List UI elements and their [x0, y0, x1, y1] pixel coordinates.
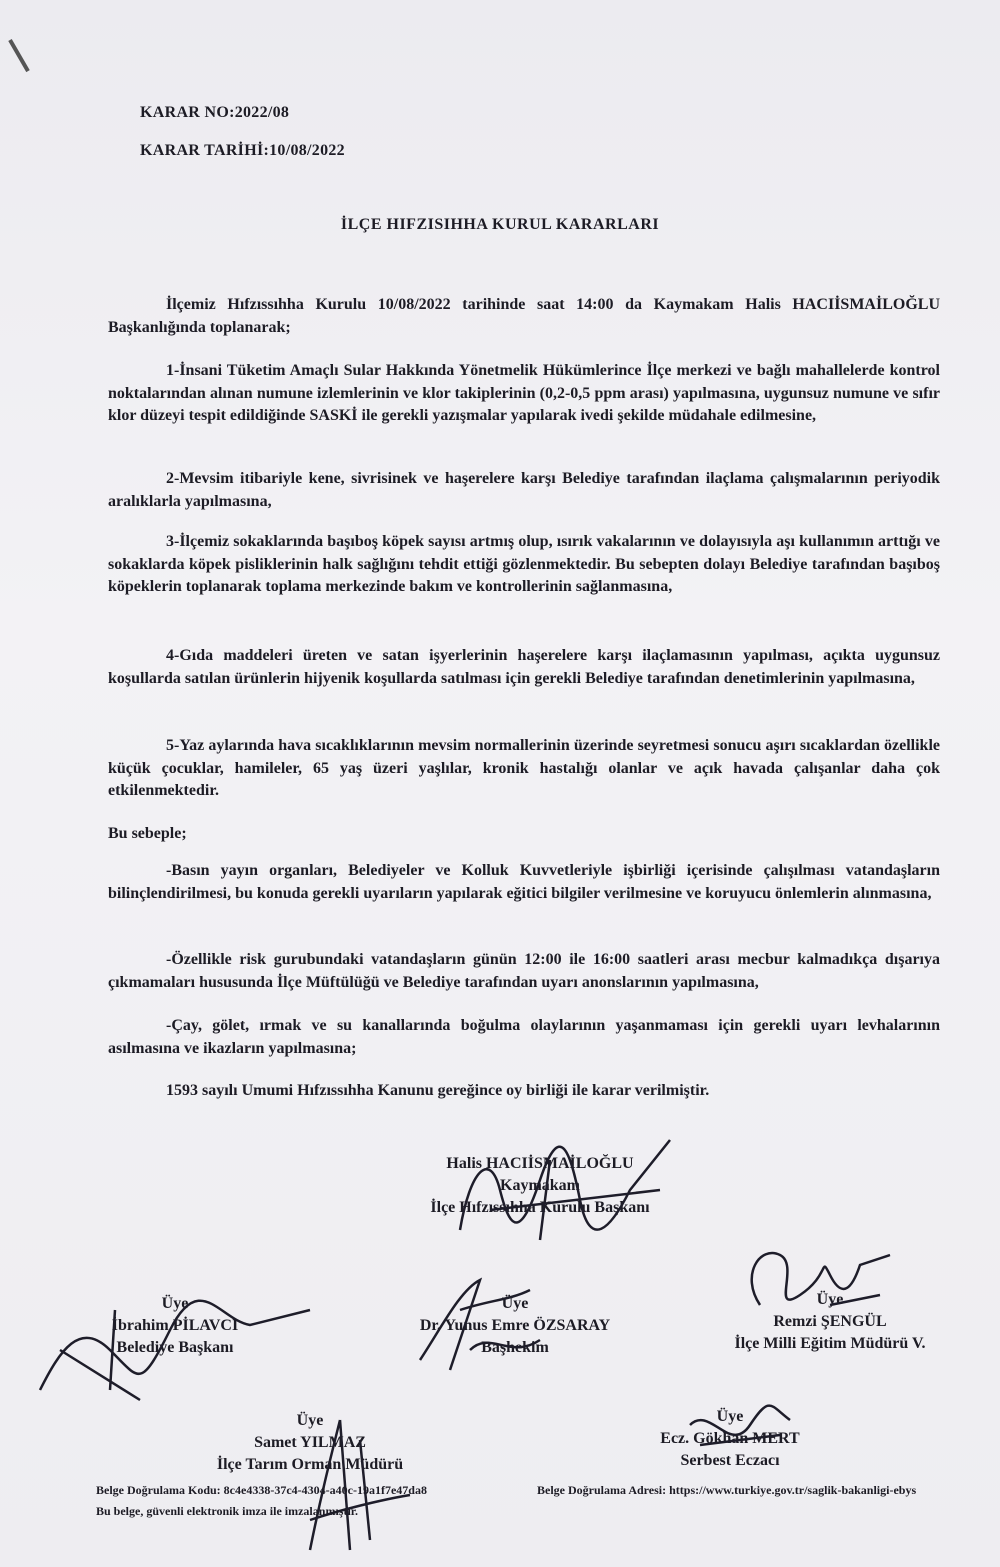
measure-3: -Çay, gölet, ırmak ve su kanallarında boğulma olaylarının yaşanmaması için gerekli uyarı levhalarının asılmasına ve ikazların yapılmasına;: [108, 1017, 940, 1057]
decision-item-2: 2-Mevsim itibariyle kene, sivrisinek ve haşerelere karşı Belediye tarafından ilaçlama çalışmalarının periyodik aralıklarla yapılmasına,: [108, 470, 940, 510]
bu-sebeple-label: Bu sebeple;: [108, 825, 187, 842]
member3-role: Üye: [816, 1291, 844, 1308]
measure-1: -Basın yayın organları, Belediyeler ve Kolluk Kuvvetleriyle işbirliği içerisinde çalışılması vatandaşların bilinçlendirilmesi, bu konuda gerekli uyarıların yapılarak eğitici bilgiler verilmesine ve koruyucu önlemlerin alınmasına,: [108, 862, 940, 902]
intro-paragraph: İlçemiz Hıfzıssıhha Kurulu 10/08/2022 tarihinde saat 14:00 da Kaymakam Halis HACIİSMAİLOĞLU Başkanlığında toplanarak;: [108, 296, 940, 336]
member5-title: Serbest Eczacı: [680, 1452, 780, 1469]
member1-signature-block: [60, 1293, 290, 1359]
pen-mark: [8, 39, 29, 72]
decision-date: KARAR TARİHİ:10/08/2022: [140, 142, 345, 159]
decision-item-5: 5-Yaz aylarında hava sıcaklıklarının mevsim normallerinin üzerinde seyretmesi sonucu aşırı sıcaklardan özellikle küçük çocuklar, hamileler, 65 yaş üzeri yaşlılar, kronik hastalığı olanlar ve açık havada çalışanlar daha çok etkilenmektedir.: [108, 737, 940, 799]
member4-signature-block: [195, 1410, 425, 1476]
decision-item-1: 1-İnsani Tüketim Amaçlı Sular Hakkında Yönetmelik Hükümlerince İlçe merkezi ve bağlı mahallelerde kontrol noktalarından alınan numune izlemlerinin ve klor takiplerinin (0,2-0,5 ppm arası) yapılmasına, uygunsuz numune ve sıfır klor düzeyi tespit edildiğinde SASKİ ile gerekli yazışmalar yapılarak ivedi şekilde müdahale edilmesine,: [108, 362, 940, 424]
member5-signature-block: [630, 1406, 830, 1472]
member3-title: İlçe Milli Eğitim Müdürü V.: [734, 1335, 926, 1352]
chair-title: Kaymakam: [500, 1177, 580, 1194]
member4-name: Samet YILMAZ: [254, 1434, 366, 1451]
verification-address: Belge Doğrulama Adresi: https://www.turkiye.gov.tr/saglik-bakanligi-ebys: [537, 1483, 917, 1497]
member2-title: Başhekim: [481, 1339, 549, 1356]
member3-name: Remzi ŞENGÜL: [773, 1313, 887, 1330]
member2-role: Üye: [501, 1295, 529, 1312]
member2-name: Dr. Yunus Emre ÖZSARAY: [419, 1317, 611, 1334]
chair-name: Halis HACIİSMAİLOĞLU: [446, 1155, 634, 1172]
member1-title: Belediye Başkanı: [116, 1339, 234, 1356]
conclusion: 1593 sayılı Umumi Hıfzıssıhha Kanunu gereğince oy birliği ile karar verilmiştir.: [166, 1082, 710, 1099]
decision-item-4: 4-Gıda maddeleri üreten ve satan işyerlerinin haşerelere karşı ilaçlamasının yapılması, açıkta uygunsuz koşullarda satılan ürünlerin hijyenik koşullarda satılması için gerekli Belediye tarafından denetimlerinin yapılmasına,: [108, 647, 940, 687]
member3-signature-block: [690, 1289, 970, 1355]
decision-item-3: 3-İlçemiz sokaklarında başıboş köpek sayısı artmış olup, ısırık vakalarının ve dolayısıyla aşı kullanımın arttığı ve sokaklarda köpek pisliklerinin halk sağlığını tehdit ettiği gözlenmektedir. Bu sebepten dolayı Belediye tarafından başıboş köpeklerin toplanarak toplama merkezinde bakım ve kontrollerinin sağlanmasına,: [108, 533, 940, 595]
e-signature-note: Bu belge, güvenli elektronik imza ile imzalanmıştır.: [96, 1504, 358, 1518]
decision-number: KARAR NO:2022/08: [140, 104, 290, 121]
member5-name: Ecz. Gökhan MERT: [660, 1430, 800, 1447]
chair-signature-block: [400, 1153, 680, 1219]
member5-role: Üye: [716, 1408, 744, 1425]
verification-code: Belge Doğrulama Kodu: 8c4e4338-37c4-4304-a40c-19a1f7e47da8: [96, 1483, 427, 1497]
member1-name: İbrahim PİLAVCI: [111, 1317, 239, 1334]
chair-title-2: İlçe Hıfzıssıhha Kurulu Başkanı: [430, 1199, 650, 1216]
member1-role: Üye: [161, 1295, 189, 1312]
document-title: İLÇE HIFZISIHHA KURUL KARARLARI: [340, 216, 660, 233]
member4-role: Üye: [296, 1412, 324, 1429]
member2-signature-block: [385, 1293, 645, 1359]
member4-title: İlçe Tarım Orman Müdürü: [216, 1456, 404, 1473]
measure-2: -Özellikle risk gurubundaki vatandaşların günün 12:00 ile 16:00 saatleri arası mecbur kalmadıkça dışarıya çıkmamaları hususunda İlçe Müftülüğü ve Belediye tarafından uyarı anonslarının yapılmasına,: [108, 951, 940, 991]
